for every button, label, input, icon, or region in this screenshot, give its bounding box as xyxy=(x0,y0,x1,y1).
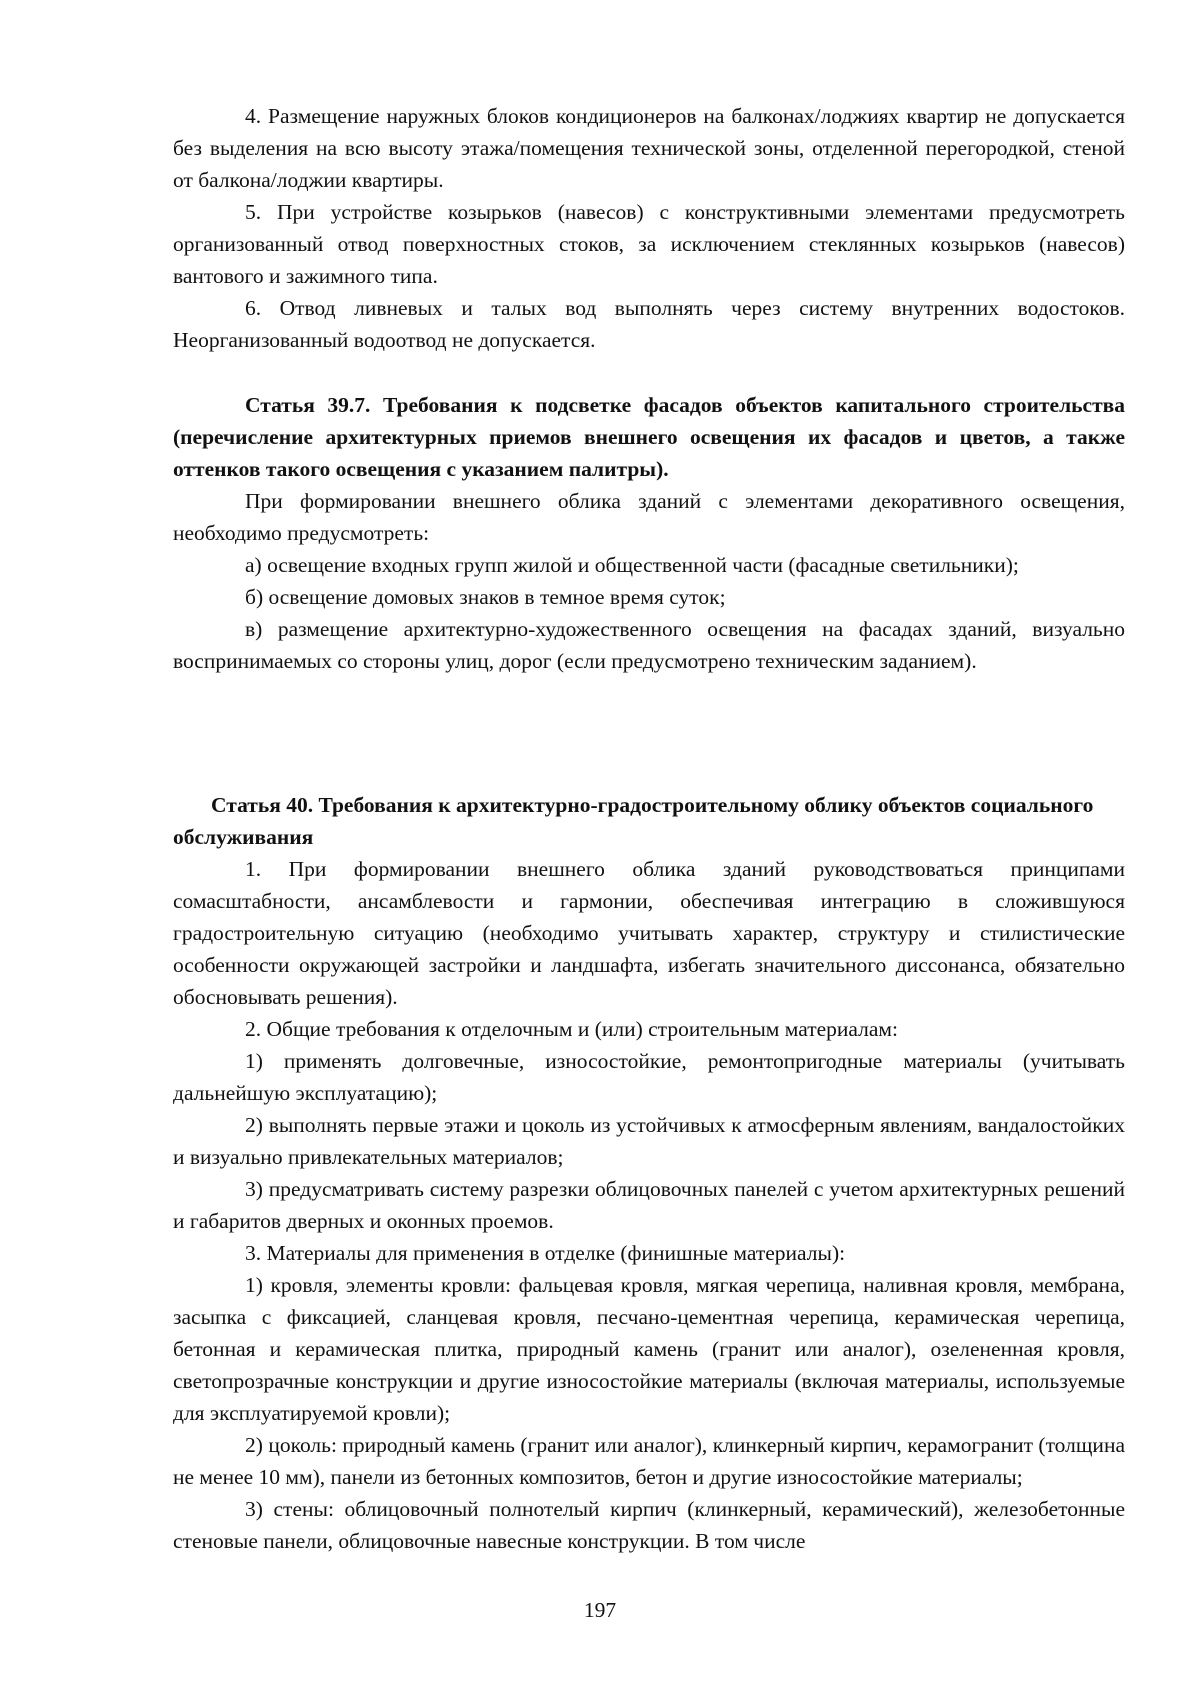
article-39-7-item-v: в) размещение архитектурно-художественного освещения на фасадах зданий, визуально воспринимаемых со стороны улиц, дорог (если предусмотрено техническим заданием). xyxy=(173,617,1125,673)
article-40-paragraph-3: 3. Материалы для применения в отделке (финишные материалы): xyxy=(245,1241,846,1265)
spacer xyxy=(173,677,1125,789)
article-40-heading: Статья 40. Требования к архитектурно-градостроительному облику объектов социального обслуживания xyxy=(173,793,1094,849)
article-39-7-intro: При формировании внешнего облика зданий с элементами декоративного освещения, необходимо предусмотреть: xyxy=(173,489,1125,545)
article-39-7-item-a: а) освещение входных групп жилой и общественной части (фасадные светильники); xyxy=(245,553,1019,577)
article-40-item-3-2: 2) цоколь: природный камень (гранит или аналог), клинкерный кирпич, керамогранит (толщина не менее 10 мм), панели из бетонных композитов, бетон и другие износостойкие материалы; xyxy=(173,1433,1125,1489)
paragraph-item-4: 4. Размещение наружных блоков кондиционеров на балконах/лоджиях квартир не допускается без выделения на всю высоту этажа/помещения технической зоны, отделенной перегородкой, стеной от балкона/лоджии квартиры. xyxy=(173,104,1125,192)
article-40-item-2-1: 1) применять долговечные, износостойкие, ремонтопригодные материалы (учитывать дальнейшую эксплуатацию); xyxy=(173,1049,1125,1105)
article-40-item-2-3: 3) предусматривать систему разрезки облицовочных панелей с учетом архитектурных решений и габаритов дверных и оконных проемов. xyxy=(173,1177,1125,1233)
article-40-item-2-2: 2) выполнять первые этажи и цоколь из устойчивых к атмосферным явлениям, вандалостойких и визуально привлекательных материалов; xyxy=(173,1113,1125,1169)
article-39-7-heading: Статья 39.7. Требования к подсветке фасадов объектов капитального строительства (перечисление архитектурных приемов внешнего освещения их фасадов и цветов, а также оттенков такого освещения с указанием палитры). xyxy=(173,393,1125,481)
paragraph-item-5: 5. При устройстве козырьков (навесов) с конструктивными элементами предусмотреть организованный отвод поверхностных стоков, за исключением стеклянных козырьков (навесов) вантового и зажимного типа. xyxy=(173,200,1125,288)
article-40-paragraph-2: 2. Общие требования к отделочным и (или) строительным материалам: xyxy=(245,1017,898,1041)
article-40-item-3-3: 3) стены: облицовочный полнотелый кирпич (клинкерный, керамический), железобетонные стеновые панели, облицовочные навесные конструкции. В том числе xyxy=(173,1497,1125,1553)
page-number: 197 xyxy=(583,1598,617,1622)
article-40-item-3-1: 1) кровля, элементы кровли: фальцевая кровля, мягкая черепица, наливная кровля, мембрана, засыпка с фиксацией, сланцевая кровля, песчано-цементная черепица, керамическая черепица, бетонная и керамическая плитка, природный камень (гранит или аналог), озелененная кровля, светопрозрачные конструкции и другие износостойкие материалы (включая материалы, используемые для эксплуатируемой кровли); xyxy=(173,1273,1125,1425)
paragraph-item-6: 6. Отвод ливневых и талых вод выполнять через систему внутренних водостоков. Неорганизованный водоотвод не допускается. xyxy=(173,296,1125,352)
article-39-7-item-b: б) освещение домовых знаков в темное время суток; xyxy=(245,585,726,609)
spacer xyxy=(173,356,1125,389)
page-content xyxy=(173,100,1125,1557)
article-40-paragraph-1: 1. При формировании внешнего облика зданий руководствоваться принципами сомасштабности, ансамблевости и гармонии, обеспечивая интеграцию в сложившуюся градостроительную ситуацию (необходимо учитывать характер, структуру и стилистические особенности окружающей застройки и ландшафта, избегать значительного диссонанса, обязательно обосновывать решения). xyxy=(173,857,1125,1009)
